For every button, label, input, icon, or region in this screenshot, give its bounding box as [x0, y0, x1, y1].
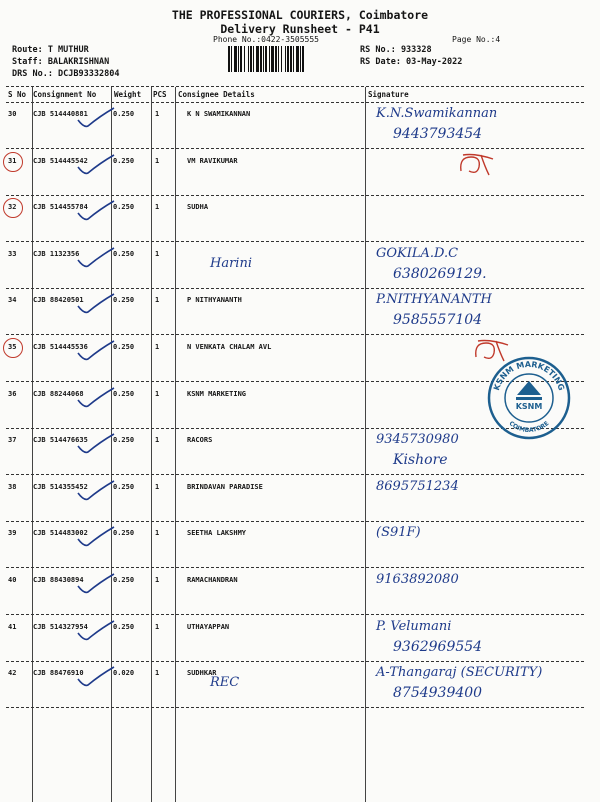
row-consignee: SUDHA [187, 203, 209, 211]
row-signature: A-Thangaraj (SECURITY) [376, 665, 543, 680]
page-number: Page No.:4 [452, 35, 501, 44]
row-weight: 0.250 [113, 110, 135, 118]
row-weight: 0.020 [113, 669, 135, 677]
row-consignment-no: CJB 514476635 [33, 436, 88, 444]
check-mark-icon [76, 386, 116, 410]
row-signature-phone: 9443793454 [393, 126, 483, 142]
sheet-title: Delivery Runsheet - P41 [220, 22, 380, 36]
row-weight: 0.250 [113, 343, 135, 351]
row-consignee: KSNM MARKETING [187, 390, 247, 398]
row-pcs: 1 [155, 110, 160, 118]
row-consignee: RACORS [187, 436, 213, 444]
row-weight: 0.250 [113, 529, 135, 537]
row-pcs: 1 [155, 157, 160, 165]
row-consignment-no: CJB 88476910 [33, 669, 84, 677]
row-consignee: P NITHYANANTH [187, 296, 242, 304]
row-signature-phone: 8754939400 [393, 685, 483, 701]
row-pcs: 1 [155, 436, 160, 444]
col-sno: S No [8, 90, 27, 99]
header-rule-top [6, 86, 584, 87]
row-consignee: N VENKATA CHALAM AVL [187, 343, 272, 351]
row-pcs: 1 [155, 623, 160, 631]
col-consignment: Consignment No [33, 90, 97, 99]
phone-number: Phone No.:0422-3505555 [213, 35, 319, 44]
row-consignee: SUDHKAR [187, 669, 217, 677]
row-weight: 0.250 [113, 250, 135, 258]
row-sno: 31 [8, 157, 17, 165]
red-scribble-mark [455, 151, 499, 179]
row-pcs: 1 [155, 390, 160, 398]
check-mark-icon [76, 432, 116, 456]
row-weight: 0.250 [113, 157, 135, 165]
row-consignment-no: CJB 514327954 [33, 623, 88, 631]
row-separator [6, 288, 584, 289]
row-sno: 40 [8, 576, 17, 584]
row-signature: 9345730980 [376, 432, 459, 447]
row-signature: 8695751234 [376, 479, 459, 494]
check-mark-icon [76, 525, 116, 549]
row-separator [6, 567, 584, 568]
row-weight: 0.250 [113, 436, 135, 444]
check-mark-icon [76, 339, 116, 363]
red-circle-mark [3, 152, 23, 172]
row-pcs: 1 [155, 576, 160, 584]
row-signature: (S91F) [376, 525, 421, 540]
check-mark-icon [76, 246, 116, 270]
row-separator [6, 334, 584, 335]
row-consignment-no: CJB 88420501 [33, 296, 84, 304]
row-separator [6, 148, 584, 149]
row-signature: P. Velumani [376, 619, 452, 634]
row-weight: 0.250 [113, 296, 135, 304]
row-separator [6, 521, 584, 522]
check-mark-icon [76, 153, 116, 177]
company-stamp [486, 355, 572, 441]
row-signature: K.N.Swamikannan [376, 106, 498, 121]
row-separator [6, 614, 584, 615]
rs-date: RS Date: 03-May-2022 [360, 57, 463, 67]
check-mark-icon [76, 572, 116, 596]
row-sno: 42 [8, 669, 17, 677]
svg-text:KSNM: KSNM [515, 402, 543, 411]
row-sno: 32 [8, 203, 17, 211]
row-separator [6, 195, 584, 196]
row-consignee: K N SWAMIKANNAN [187, 110, 251, 118]
col-weight: Weight [114, 90, 142, 99]
row-weight: 0.250 [113, 203, 135, 211]
col-consignee: Consignee Details [178, 90, 255, 99]
row-consignment-no: CJB 514440881 [33, 110, 88, 118]
header-rule-bottom [6, 102, 584, 103]
row-signature-phone: 6380269129. [393, 266, 487, 282]
row-consignee: UTHAYAPPAN [187, 623, 230, 631]
row-pcs: 1 [155, 669, 160, 677]
row-consignment-no: CJB 514445536 [33, 343, 88, 351]
row-signature-phone: Kishore [393, 452, 448, 468]
row-separator [6, 707, 584, 708]
row-consignment-no: CJB 88244068 [33, 390, 84, 398]
check-mark-icon [76, 479, 116, 503]
row-sno: 34 [8, 296, 17, 304]
row-weight: 0.250 [113, 576, 135, 584]
red-circle-mark [3, 338, 23, 358]
row-signature-phone: 9362969554 [393, 639, 483, 655]
row-consignment-no: CJB 514445542 [33, 157, 88, 165]
col-signature: Signature [368, 90, 409, 99]
row-pcs: 1 [155, 529, 160, 537]
row-weight: 0.250 [113, 390, 135, 398]
row-weight: 0.250 [113, 483, 135, 491]
drs-number: DRS No.: DCJB93332804 [12, 69, 120, 79]
row-pcs: 1 [155, 250, 160, 258]
barcode [228, 46, 354, 72]
row-sno: 35 [8, 343, 17, 351]
row-consignment-no: CJB 1132356 [33, 250, 80, 258]
check-mark-icon [76, 292, 116, 316]
row-sno: 41 [8, 623, 17, 631]
check-mark-icon [76, 619, 116, 643]
row-handwritten-note: REC [210, 675, 240, 690]
row-consignee: SEETHA LAKSHMY [187, 529, 247, 537]
row-separator [6, 661, 584, 662]
row-pcs: 1 [155, 296, 160, 304]
row-consignment-no: CJB 88430894 [33, 576, 84, 584]
row-signature: P.NITHYANANTH [376, 292, 492, 307]
row-consignee: BRINDAVAN PARADISE [187, 483, 263, 491]
row-handwritten-note: Harini [210, 256, 252, 271]
row-weight: 0.250 [113, 623, 135, 631]
row-sno: 36 [8, 390, 17, 398]
row-sno: 39 [8, 529, 17, 537]
row-sno: 38 [8, 483, 17, 491]
row-consignment-no: CJB 514355452 [33, 483, 88, 491]
check-mark-icon [76, 665, 116, 689]
row-consignment-no: CJB 514455784 [33, 203, 88, 211]
company-name: THE PROFESSIONAL COURIERS, Coimbatore [171, 8, 429, 22]
row-signature: 9163892080 [376, 572, 459, 587]
check-mark-icon [76, 199, 116, 223]
route: Route: T MUTHUR [12, 45, 89, 55]
row-consignee: VM RAVIKUMAR [187, 157, 238, 165]
row-sno: 37 [8, 436, 17, 444]
row-pcs: 1 [155, 343, 160, 351]
check-mark-icon [76, 106, 116, 130]
svg-text:COIMBATORE: COIMBATORE [507, 420, 551, 435]
row-pcs: 1 [155, 203, 160, 211]
row-separator [6, 474, 584, 475]
row-sno: 30 [8, 110, 17, 118]
row-sno: 33 [8, 250, 17, 258]
red-circle-mark [3, 198, 23, 218]
row-pcs: 1 [155, 483, 160, 491]
staff: Staff: BALAKRISHNAN [12, 57, 110, 67]
svg-text:KSNM MARKETING: KSNM MARKETING [492, 359, 566, 392]
row-consignment-no: CJB 514483002 [33, 529, 88, 537]
row-signature: GOKILA.D.C [376, 246, 459, 261]
col-pcs: PCS [153, 90, 167, 99]
row-signature-phone: 9585557104 [393, 312, 483, 328]
row-separator [6, 241, 584, 242]
rs-number: RS No.: 933328 [360, 45, 432, 55]
row-consignee: RAMACHANDRAN [187, 576, 238, 584]
